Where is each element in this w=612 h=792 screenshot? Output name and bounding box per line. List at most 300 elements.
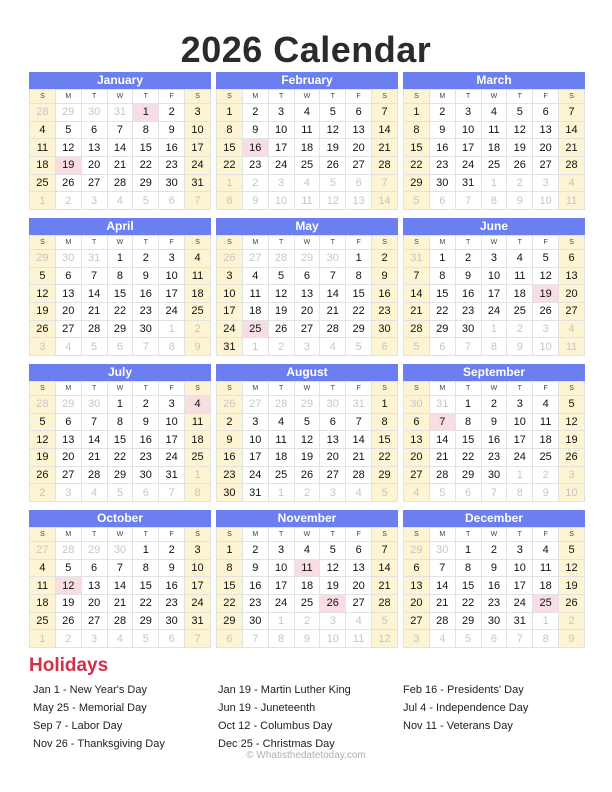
week-row	[30, 413, 211, 431]
day-cell: 16	[481, 431, 507, 449]
weekday-header-row	[217, 236, 398, 250]
adjacent-month-day-cell: 3	[81, 192, 107, 210]
holiday-item: Sep 7 - Labor Day	[33, 720, 123, 732]
adjacent-month-day-cell: 30	[81, 396, 107, 414]
week-row	[30, 559, 211, 577]
day-cell: 17	[159, 431, 185, 449]
day-cell: 5	[55, 559, 81, 577]
week-row	[217, 630, 398, 648]
day-cell: 5	[268, 267, 294, 285]
adjacent-month-day-cell: 3	[559, 466, 585, 484]
day-cell: 21	[107, 157, 133, 175]
day-cell: 5	[559, 396, 585, 414]
day-cell: 28	[107, 174, 133, 192]
day-cell: 14	[372, 121, 398, 139]
weekday-label: M	[242, 236, 268, 250]
weekday-header-row	[217, 528, 398, 542]
day-cell: 5	[507, 104, 533, 122]
weekday-label: W	[107, 528, 133, 542]
day-cell: 28	[372, 595, 398, 613]
week-row	[404, 285, 585, 303]
adjacent-month-day-cell: 1	[30, 630, 56, 648]
day-cell: 2	[242, 542, 268, 560]
day-cell: 14	[107, 577, 133, 595]
day-cell: 20	[294, 303, 320, 321]
day-cell: 12	[559, 413, 585, 431]
weekday-label: S	[217, 90, 243, 104]
day-cell: 8	[217, 559, 243, 577]
day-cell: 14	[429, 577, 455, 595]
adjacent-month-day-cell: 3	[55, 484, 81, 502]
day-cell: 24	[507, 595, 533, 613]
day-cell: 27	[81, 174, 107, 192]
holiday-day-cell: 11	[294, 559, 320, 577]
week-row	[217, 595, 398, 613]
adjacent-month-day-cell: 31	[346, 396, 372, 414]
weekday-label: F	[159, 528, 185, 542]
week-row	[30, 320, 211, 338]
adjacent-month-day-cell: 26	[217, 250, 243, 268]
day-cell: 1	[429, 250, 455, 268]
day-cell: 26	[30, 320, 56, 338]
day-cell: 6	[404, 559, 430, 577]
weekday-label: T	[133, 382, 159, 396]
day-cell: 17	[185, 577, 211, 595]
week-row	[404, 250, 585, 268]
weekday-label: M	[55, 236, 81, 250]
weekday-header-row	[30, 382, 211, 396]
day-cell: 15	[455, 431, 481, 449]
holiday-day-cell: 19	[55, 157, 81, 175]
day-cell: 20	[559, 285, 585, 303]
day-cell: 11	[242, 285, 268, 303]
day-cell: 16	[455, 285, 481, 303]
weekday-label: T	[507, 90, 533, 104]
holiday-item: May 25 - Memorial Day	[33, 702, 147, 714]
adjacent-month-day-cell: 3	[81, 630, 107, 648]
weekday-label: F	[159, 90, 185, 104]
month-table	[216, 89, 398, 210]
day-cell: 16	[372, 285, 398, 303]
weekday-label: T	[268, 382, 294, 396]
weekday-label: W	[481, 90, 507, 104]
adjacent-month-day-cell: 30	[320, 396, 346, 414]
adjacent-month-day-cell: 29	[55, 396, 81, 414]
day-cell: 26	[268, 320, 294, 338]
adjacent-month-day-cell: 8	[268, 630, 294, 648]
day-cell: 4	[533, 542, 559, 560]
adjacent-month-day-cell: 30	[107, 542, 133, 560]
adjacent-month-day-cell: 3	[404, 630, 430, 648]
month-july	[29, 364, 211, 502]
month-table	[403, 89, 585, 210]
adjacent-month-day-cell: 1	[217, 174, 243, 192]
day-cell: 18	[481, 139, 507, 157]
day-cell: 1	[455, 542, 481, 560]
day-cell: 20	[404, 595, 430, 613]
day-cell: 30	[217, 484, 243, 502]
day-cell: 23	[455, 303, 481, 321]
day-cell: 6	[55, 413, 81, 431]
adjacent-month-day-cell: 8	[533, 630, 559, 648]
adjacent-month-day-cell: 4	[55, 338, 81, 356]
adjacent-month-day-cell: 2	[533, 466, 559, 484]
adjacent-month-day-cell: 5	[133, 192, 159, 210]
day-cell: 30	[481, 612, 507, 630]
weekday-label: T	[320, 382, 346, 396]
weekday-label: F	[533, 382, 559, 396]
week-row	[404, 174, 585, 192]
adjacent-month-day-cell: 5	[455, 630, 481, 648]
weekday-label: S	[559, 382, 585, 396]
week-row	[217, 250, 398, 268]
day-cell: 6	[81, 559, 107, 577]
week-row	[404, 449, 585, 467]
week-row	[404, 157, 585, 175]
day-cell: 10	[185, 121, 211, 139]
weekday-label: F	[533, 528, 559, 542]
day-cell: 27	[404, 466, 430, 484]
day-cell: 22	[107, 449, 133, 467]
holidays-column-3	[403, 681, 578, 735]
weekday-label: S	[185, 382, 211, 396]
day-cell: 6	[55, 267, 81, 285]
adjacent-month-day-cell: 5	[81, 338, 107, 356]
day-cell: 25	[533, 449, 559, 467]
day-cell: 19	[30, 303, 56, 321]
weekday-label: S	[30, 90, 56, 104]
week-row	[217, 285, 398, 303]
weekday-label: S	[30, 528, 56, 542]
day-cell: 2	[159, 542, 185, 560]
week-row	[30, 630, 211, 648]
adjacent-month-day-cell: 12	[320, 192, 346, 210]
adjacent-month-day-cell: 28	[268, 396, 294, 414]
day-cell: 1	[107, 250, 133, 268]
month-february	[216, 72, 398, 210]
day-cell: 6	[404, 413, 430, 431]
weekday-label: F	[346, 236, 372, 250]
day-cell: 13	[346, 121, 372, 139]
day-cell: 11	[507, 267, 533, 285]
adjacent-month-day-cell: 5	[372, 484, 398, 502]
adjacent-month-day-cell: 31	[404, 250, 430, 268]
weekday-label: T	[81, 236, 107, 250]
day-cell: 20	[533, 139, 559, 157]
adjacent-month-day-cell: 10	[533, 338, 559, 356]
adjacent-month-day-cell: 8	[185, 484, 211, 502]
weekday-label: T	[81, 90, 107, 104]
day-cell: 22	[133, 595, 159, 613]
day-cell: 2	[242, 104, 268, 122]
week-row	[404, 466, 585, 484]
day-cell: 3	[159, 396, 185, 414]
day-cell: 8	[455, 413, 481, 431]
day-cell: 13	[533, 121, 559, 139]
day-cell: 29	[133, 174, 159, 192]
week-row	[404, 192, 585, 210]
day-cell: 13	[55, 431, 81, 449]
week-row	[404, 559, 585, 577]
day-cell: 25	[294, 595, 320, 613]
day-cell: 6	[294, 267, 320, 285]
day-cell: 4	[533, 396, 559, 414]
day-cell: 15	[346, 285, 372, 303]
adjacent-month-day-cell: 10	[320, 630, 346, 648]
day-cell: 9	[455, 267, 481, 285]
footer-copyright: © Whatisthedatetoday.com	[246, 750, 366, 761]
day-cell: 31	[455, 174, 481, 192]
day-cell: 21	[429, 595, 455, 613]
day-cell: 10	[159, 267, 185, 285]
day-cell: 21	[107, 595, 133, 613]
weekday-label: W	[107, 236, 133, 250]
day-cell: 25	[30, 612, 56, 630]
weekday-header-row	[30, 90, 211, 104]
day-cell: 8	[133, 559, 159, 577]
day-cell: 30	[159, 174, 185, 192]
week-row	[217, 104, 398, 122]
day-cell: 2	[133, 250, 159, 268]
day-cell: 8	[346, 267, 372, 285]
adjacent-month-day-cell: 1	[242, 338, 268, 356]
day-cell: 12	[320, 559, 346, 577]
month-name: February	[216, 72, 398, 89]
weekday-header-row	[217, 382, 398, 396]
week-row	[217, 338, 398, 356]
day-cell: 12	[320, 121, 346, 139]
day-cell: 3	[507, 396, 533, 414]
day-cell: 30	[429, 174, 455, 192]
day-cell: 7	[107, 559, 133, 577]
day-cell: 13	[404, 431, 430, 449]
day-cell: 14	[429, 431, 455, 449]
adjacent-month-day-cell: 2	[30, 484, 56, 502]
day-cell: 28	[372, 157, 398, 175]
day-cell: 6	[346, 542, 372, 560]
day-cell: 16	[429, 139, 455, 157]
day-cell: 10	[268, 121, 294, 139]
adjacent-month-day-cell: 28	[30, 104, 56, 122]
day-cell: 4	[507, 250, 533, 268]
adjacent-month-day-cell: 7	[185, 192, 211, 210]
week-row	[217, 577, 398, 595]
day-cell: 4	[294, 104, 320, 122]
adjacent-month-day-cell: 7	[185, 630, 211, 648]
day-cell: 13	[404, 577, 430, 595]
month-december	[403, 510, 585, 648]
day-cell: 30	[372, 320, 398, 338]
adjacent-month-day-cell: 2	[268, 338, 294, 356]
day-cell: 29	[404, 174, 430, 192]
day-cell: 23	[481, 595, 507, 613]
day-cell: 20	[81, 595, 107, 613]
weekday-label: S	[372, 528, 398, 542]
week-row	[404, 413, 585, 431]
day-cell: 15	[133, 139, 159, 157]
weekday-label: M	[55, 382, 81, 396]
week-row	[217, 396, 398, 414]
adjacent-month-day-cell: 8	[217, 192, 243, 210]
page-title: 2026 Calendar	[180, 29, 432, 70]
weekday-label: M	[429, 382, 455, 396]
day-cell: 9	[372, 267, 398, 285]
day-cell: 7	[346, 413, 372, 431]
weekday-label: S	[185, 236, 211, 250]
weekday-label: M	[242, 90, 268, 104]
day-cell: 21	[346, 449, 372, 467]
week-row	[217, 121, 398, 139]
week-row	[30, 104, 211, 122]
day-cell: 24	[159, 303, 185, 321]
weekday-label: W	[481, 528, 507, 542]
day-cell: 26	[30, 466, 56, 484]
week-row	[404, 320, 585, 338]
day-cell: 7	[429, 559, 455, 577]
day-cell: 24	[481, 303, 507, 321]
day-cell: 22	[372, 449, 398, 467]
day-cell: 24	[268, 595, 294, 613]
week-row	[217, 466, 398, 484]
day-cell: 23	[372, 303, 398, 321]
weekday-label: W	[294, 236, 320, 250]
day-cell: 8	[455, 559, 481, 577]
weekday-label: M	[55, 528, 81, 542]
weekday-label: S	[404, 382, 430, 396]
week-row	[30, 139, 211, 157]
day-cell: 9	[429, 121, 455, 139]
week-row	[30, 449, 211, 467]
adjacent-month-day-cell: 8	[481, 338, 507, 356]
adjacent-month-day-cell: 1	[533, 612, 559, 630]
month-name: July	[29, 364, 211, 381]
day-cell: 12	[533, 267, 559, 285]
week-row	[30, 338, 211, 356]
adjacent-month-day-cell: 3	[533, 320, 559, 338]
weekday-label: T	[81, 528, 107, 542]
weekday-label: T	[455, 528, 481, 542]
day-cell: 29	[217, 612, 243, 630]
holidays-column-1	[33, 681, 208, 753]
day-cell: 13	[346, 559, 372, 577]
day-cell: 11	[30, 577, 56, 595]
day-cell: 28	[107, 612, 133, 630]
day-cell: 24	[268, 157, 294, 175]
day-cell: 5	[294, 413, 320, 431]
day-cell: 5	[30, 267, 56, 285]
day-cell: 11	[185, 413, 211, 431]
adjacent-month-day-cell: 27	[242, 396, 268, 414]
adjacent-month-day-cell: 3	[320, 612, 346, 630]
month-name: October	[29, 510, 211, 527]
day-cell: 8	[429, 267, 455, 285]
day-cell: 14	[320, 285, 346, 303]
day-cell: 12	[30, 431, 56, 449]
adjacent-month-day-cell: 1	[268, 612, 294, 630]
day-cell: 11	[185, 267, 211, 285]
day-cell: 26	[507, 157, 533, 175]
week-row	[217, 174, 398, 192]
holiday-item: Jan 1 - New Year's Day	[33, 684, 147, 696]
weekday-label: S	[185, 528, 211, 542]
adjacent-month-day-cell: 3	[268, 174, 294, 192]
day-cell: 13	[559, 267, 585, 285]
weekday-label: S	[372, 90, 398, 104]
day-cell: 21	[429, 449, 455, 467]
day-cell: 17	[455, 139, 481, 157]
day-cell: 31	[242, 484, 268, 502]
weekday-label: W	[294, 382, 320, 396]
adjacent-month-day-cell: 6	[372, 338, 398, 356]
day-cell: 3	[481, 250, 507, 268]
week-row	[30, 431, 211, 449]
day-cell: 15	[107, 285, 133, 303]
adjacent-month-day-cell: 13	[346, 192, 372, 210]
day-cell: 13	[81, 139, 107, 157]
day-cell: 25	[294, 157, 320, 175]
day-cell: 1	[133, 542, 159, 560]
weekday-header-row	[217, 90, 398, 104]
week-row	[30, 250, 211, 268]
adjacent-month-day-cell: 6	[429, 192, 455, 210]
day-cell: 18	[185, 431, 211, 449]
adjacent-month-day-cell: 6	[429, 338, 455, 356]
day-cell: 23	[159, 157, 185, 175]
day-cell: 6	[559, 250, 585, 268]
day-cell: 29	[133, 612, 159, 630]
holiday-day-cell: 26	[320, 595, 346, 613]
day-cell: 3	[268, 542, 294, 560]
weekday-label: S	[404, 236, 430, 250]
week-row	[217, 559, 398, 577]
day-cell: 11	[533, 559, 559, 577]
day-cell: 23	[429, 157, 455, 175]
day-cell: 11	[30, 139, 56, 157]
day-cell: 19	[268, 303, 294, 321]
adjacent-month-day-cell: 2	[294, 484, 320, 502]
weekday-label: T	[507, 382, 533, 396]
day-cell: 15	[133, 577, 159, 595]
day-cell: 8	[404, 121, 430, 139]
day-cell: 20	[346, 139, 372, 157]
day-cell: 7	[81, 267, 107, 285]
adjacent-month-day-cell: 28	[55, 542, 81, 560]
adjacent-month-day-cell: 8	[159, 338, 185, 356]
adjacent-month-day-cell: 4	[346, 612, 372, 630]
day-cell: 2	[429, 104, 455, 122]
day-cell: 2	[481, 396, 507, 414]
day-cell: 18	[507, 285, 533, 303]
day-cell: 10	[185, 559, 211, 577]
day-cell: 5	[533, 250, 559, 268]
day-cell: 23	[481, 449, 507, 467]
day-cell: 31	[217, 338, 243, 356]
holiday-day-cell: 12	[55, 577, 81, 595]
day-cell: 3	[159, 250, 185, 268]
day-cell: 7	[81, 413, 107, 431]
day-cell: 29	[107, 466, 133, 484]
adjacent-month-day-cell: 5	[107, 484, 133, 502]
day-cell: 20	[55, 303, 81, 321]
weekday-label: T	[320, 90, 346, 104]
day-cell: 4	[30, 121, 56, 139]
day-cell: 8	[107, 267, 133, 285]
day-cell: 24	[217, 320, 243, 338]
day-cell: 28	[404, 320, 430, 338]
weekday-label: S	[404, 528, 430, 542]
weekday-label: M	[242, 528, 268, 542]
month-table	[29, 527, 211, 648]
